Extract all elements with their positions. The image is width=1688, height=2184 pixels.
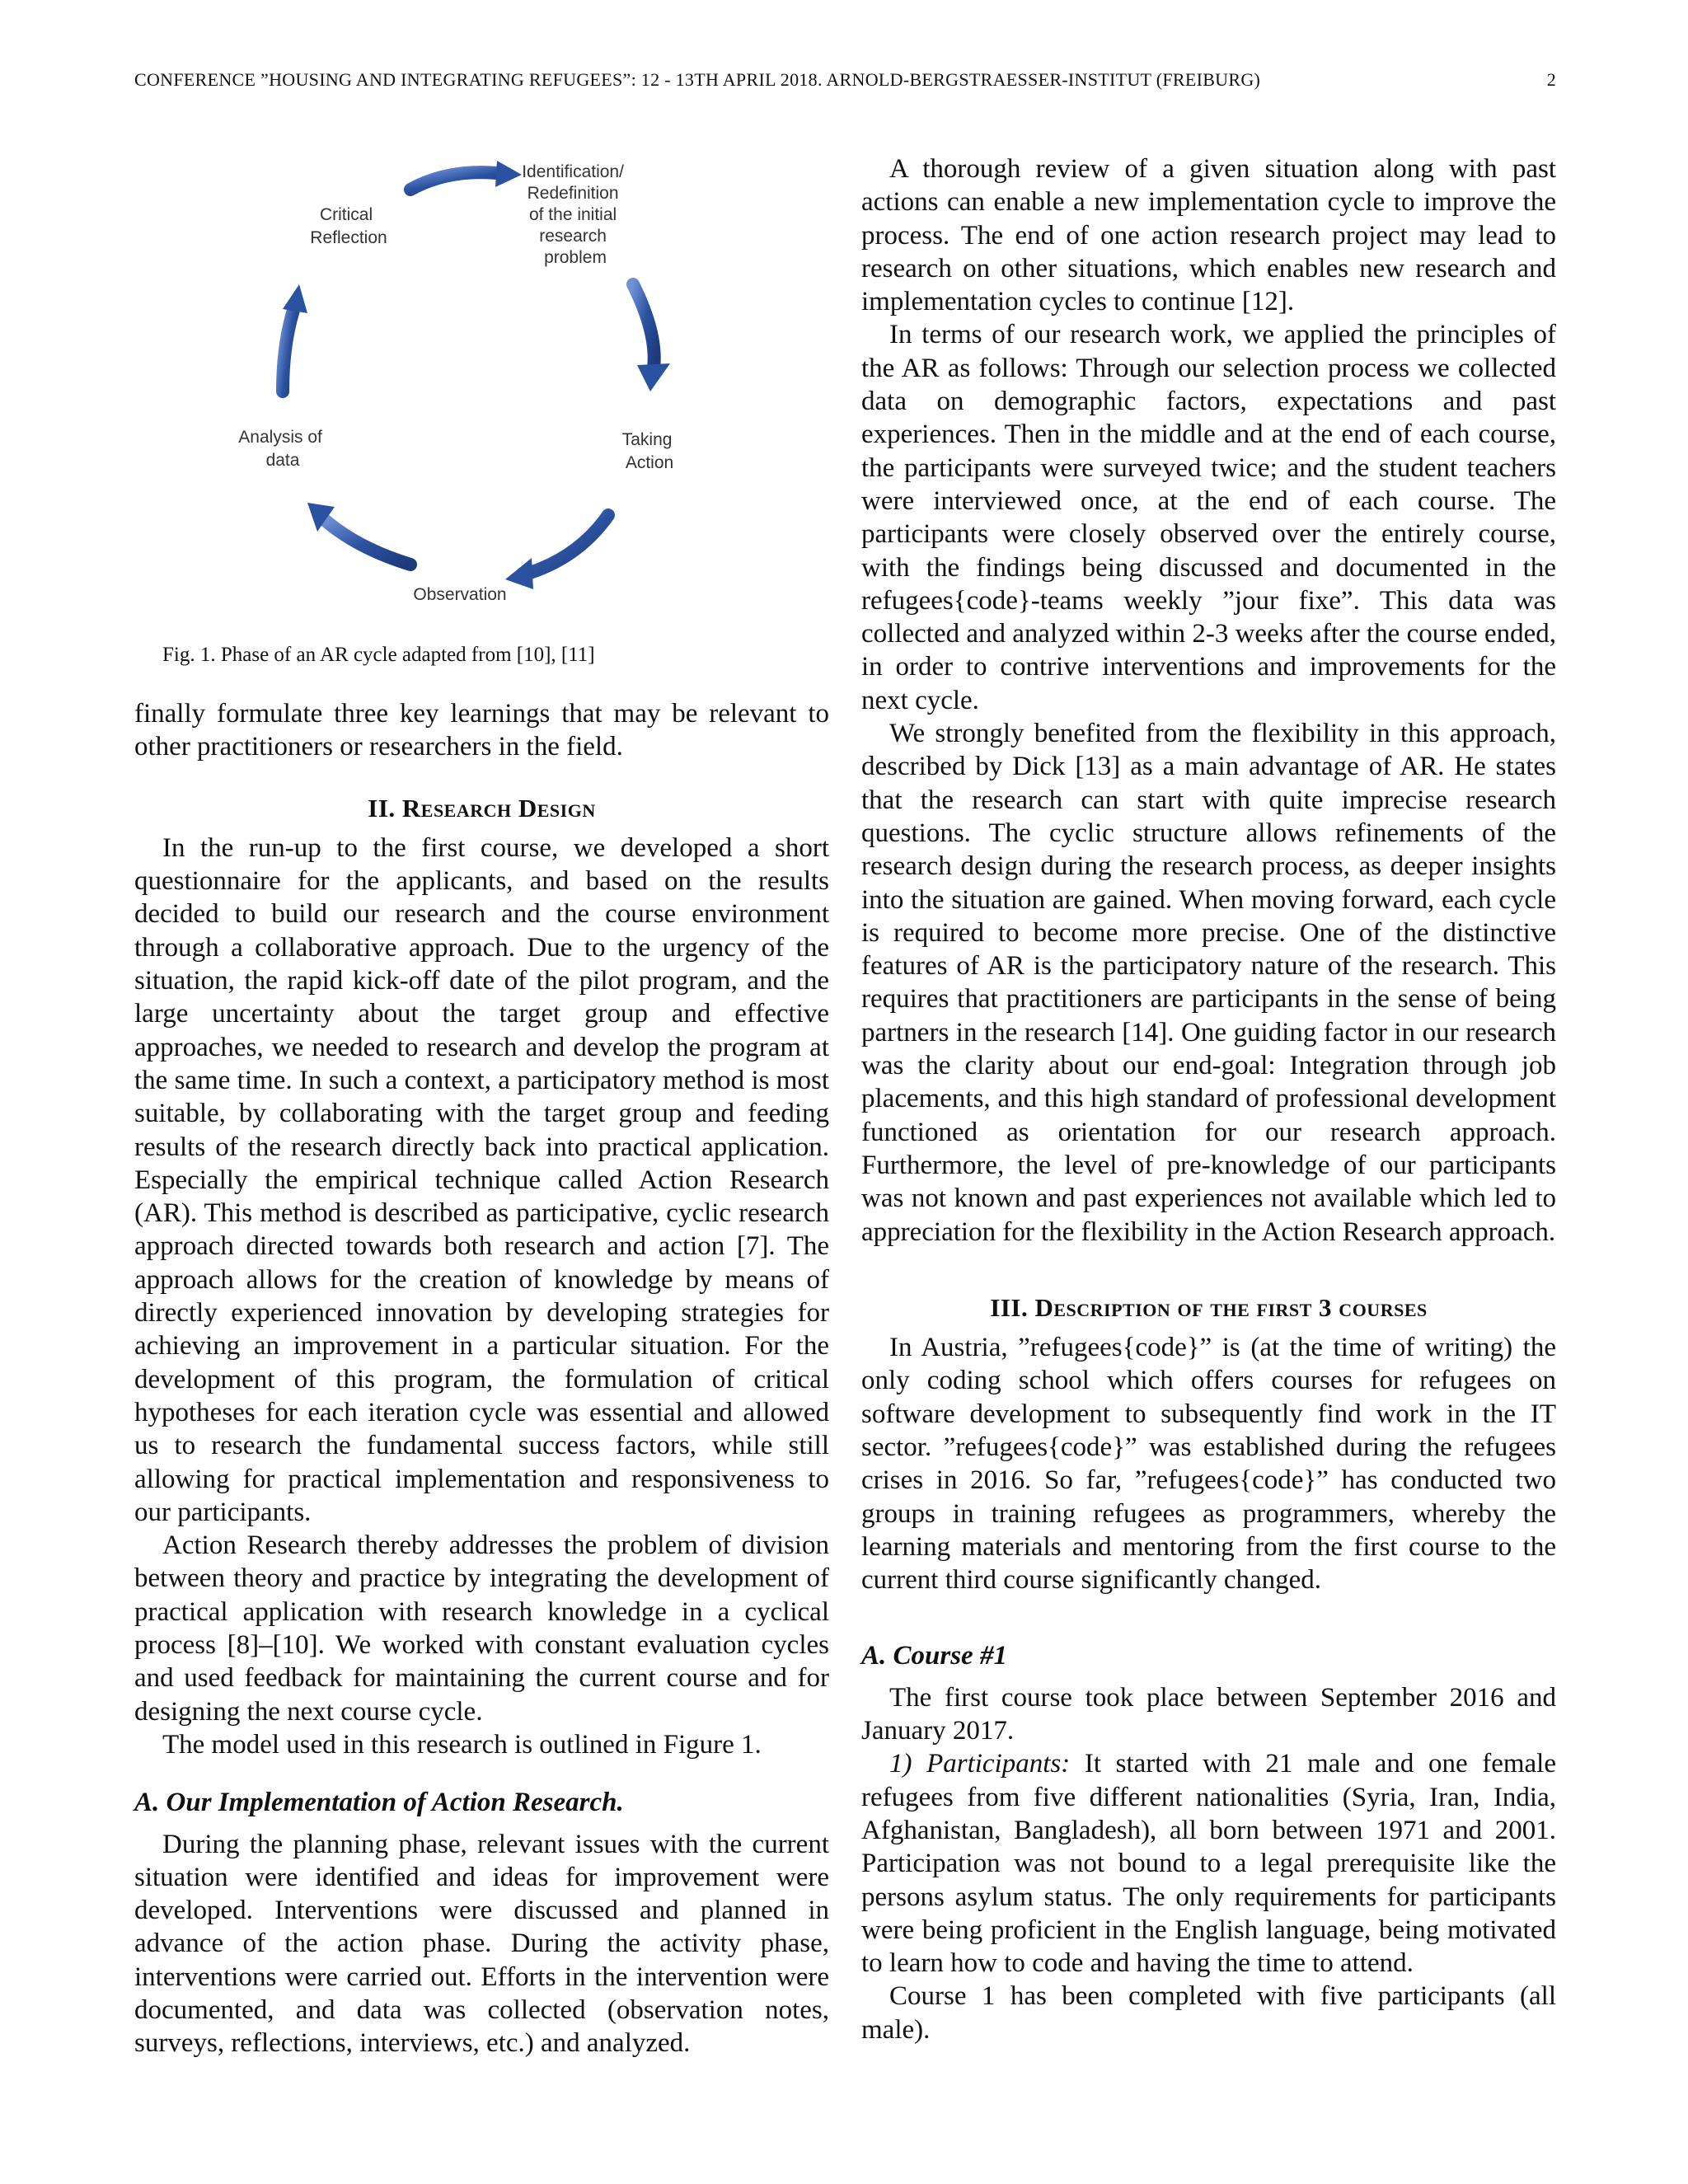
paragraph: The model used in this research is outlined in Figure 1. [162, 1729, 762, 1760]
paragraph: In Austria, ”refugees{code}” is (at the time of writing) the only coding school which offers courses for refugees on software development to subsequently find work in the IT sector. ”refugees{code}” was established during the refugees crises in 2016. So far, ”refugees{code}” has conducted two groups in training refugees as programmers, whereby the learning materials and mentoring from the first course to the current third course significantly changed. [861, 1333, 1556, 1596]
label-taking-action: Taking Action [621, 430, 674, 472]
paragraph: In the run-up to the first course, we developed a short questionnaire for the applicants, and based on the results decided to build our research and the course environment through a collaborative approach. Due to the urgency of the situation, the rapid kick-off date of the pilot program, and the large uncertainty about the target group and effective approaches, we needed to research and develop the program at the same time. In such a context, a participatory method is most suitable, by collaborating with the target group and feeding results of the research directly back into practical application. Especially the empirical technique called Action Research (AR). This method is described as participative, cyclic research approach directed towards both research and action [7]. The approach allows for the creation of knowledge by means of directly experienced innovation by developing strategies for achieving an improvement in a particular situation. For the development of this program, the formulation of critical hypotheses for each iteration cycle was essential and allowed us to research the fundamental success factors, while still allowing for practical implementation and responsiveness to our participants. [134, 832, 829, 1527]
participants-label: 1) Participants: [889, 1749, 1071, 1779]
paragraph-participants [861, 1747, 1556, 1980]
arrow-bottom-left [307, 503, 410, 565]
paragraph: Course 1 has been completed with five participants (all male). [861, 1981, 1556, 2045]
right-column [861, 152, 1556, 2046]
label-critical-reflection: Critical Reflection [310, 205, 387, 247]
section-2-title: II. Research Design [368, 793, 596, 823]
subsection-course1-title: A. Course #1 [861, 1641, 1007, 1671]
subsection-a-title: A. Our Implementation of Action Research. [134, 1788, 624, 1818]
label-analysis: Analysis of data [238, 428, 322, 470]
figure-caption: Fig. 1. Phase of an AR cycle adapted from [10], [11] [162, 644, 595, 666]
paragraph: A thorough review of a given situation along with past actions can enable a new implementation cycle to improve the process. The end of one action research project may lead to research on other situations, which enables new research and implementation cycles to continue [12]. [861, 154, 1556, 317]
paragraph-continuation: finally formulate three key learnings that may be relevant to other practitioners or researchers in the field. [134, 699, 829, 762]
participants-text: It started with 21 male and one female refugees from five different nationalities (Syria, Iran, India, Afghanistan, Bangladesh), all born between 1971 and 2001. Participation was not bound to a legal prerequisite like the persons asylum status. The only requirements for participants were being proficient in the English language, being motivated to learn how to code and having the time to attend. [861, 1749, 1556, 1979]
paragraph: In terms of our research work, we applied the principles of the AR as follows: Through our selection process we collected data on demographic factors, expectations and past experiences. Then in the middle and at the end of each course, the participants were surveyed twice; and the student teachers were interviewed once, at the end of each course. The participants were closely observed over the entirely course, with the findings being discussed and documented in the refugees{code}-teams weekly ”jour fixe”. This data was collected and analyzed within 2-3 weeks after the course ended, in order to contrive interventions and improvements for the next cycle. [861, 320, 1556, 715]
arrow-bottom-right [505, 515, 608, 589]
arrow-left [283, 284, 307, 391]
arrow-right [633, 284, 670, 391]
arrow-top [410, 161, 522, 190]
running-title: CONFERENCE ”HOUSING AND INTEGRATING REFUGEES”: 12 - 13TH APRIL 2018. ARNOLD-BERGSTRAESSER-INSTITUT (FREIBURG) [134, 69, 1261, 90]
paragraph: Action Research thereby addresses the problem of division between theory and practice by integrating the development of practical application with research knowledge in a cyclical process [8]–[10]. We worked with constant evaluation cycles and used feedback for maintaining the current course and for designing the next course cycle. [134, 1530, 829, 1727]
ar-cycle-diagram [134, 152, 829, 647]
running-header [134, 69, 1556, 91]
figure-1 [134, 152, 829, 643]
label-identification: Identification/ Redefinition of the initial research problem [522, 162, 624, 267]
paragraph: We strongly benefited from the flexibility in this approach, described by Dick [13] as a main advantage of AR. He states that the research can start with quite imprecise research questions. The cyclic structure allows refinements of the research design during the research process, as deeper insights into the situation are gained. When moving forward, each cycle is required to become more precise. One of the distinctive features of AR is the participatory nature of the research. This requires that practitioners are participants in the sense of being partners in the research [14]. One guiding factor in our research was the clarity about our end-goal: Integration through job placements, and this high standard of professional development functioned as orientation for our research approach. Furthermore, the level of pre-knowledge of our participants was not known and past experiences not available which led to appreciation for the flexibility in the Action Research approach. [861, 719, 1556, 1247]
page-number: 2 [1546, 69, 1556, 90]
paragraph: The first course took place between September 2016 and January 2017. [861, 1682, 1556, 1746]
section-3-title: III. Description of the first 3 courses [990, 1292, 1428, 1322]
paragraph: During the planning phase, relevant issues with the current situation were identified and ideas for improvement were developed. Interventions were discussed and planned in advance of the action phase. During the activity phase, interventions were carried out. Efforts in the intervention were documented, and data was collected (observation notes, surveys, reflections, interviews, etc.) and analyzed. [134, 1829, 829, 2059]
label-observation: Observation [413, 585, 507, 604]
left-column [134, 152, 829, 2060]
